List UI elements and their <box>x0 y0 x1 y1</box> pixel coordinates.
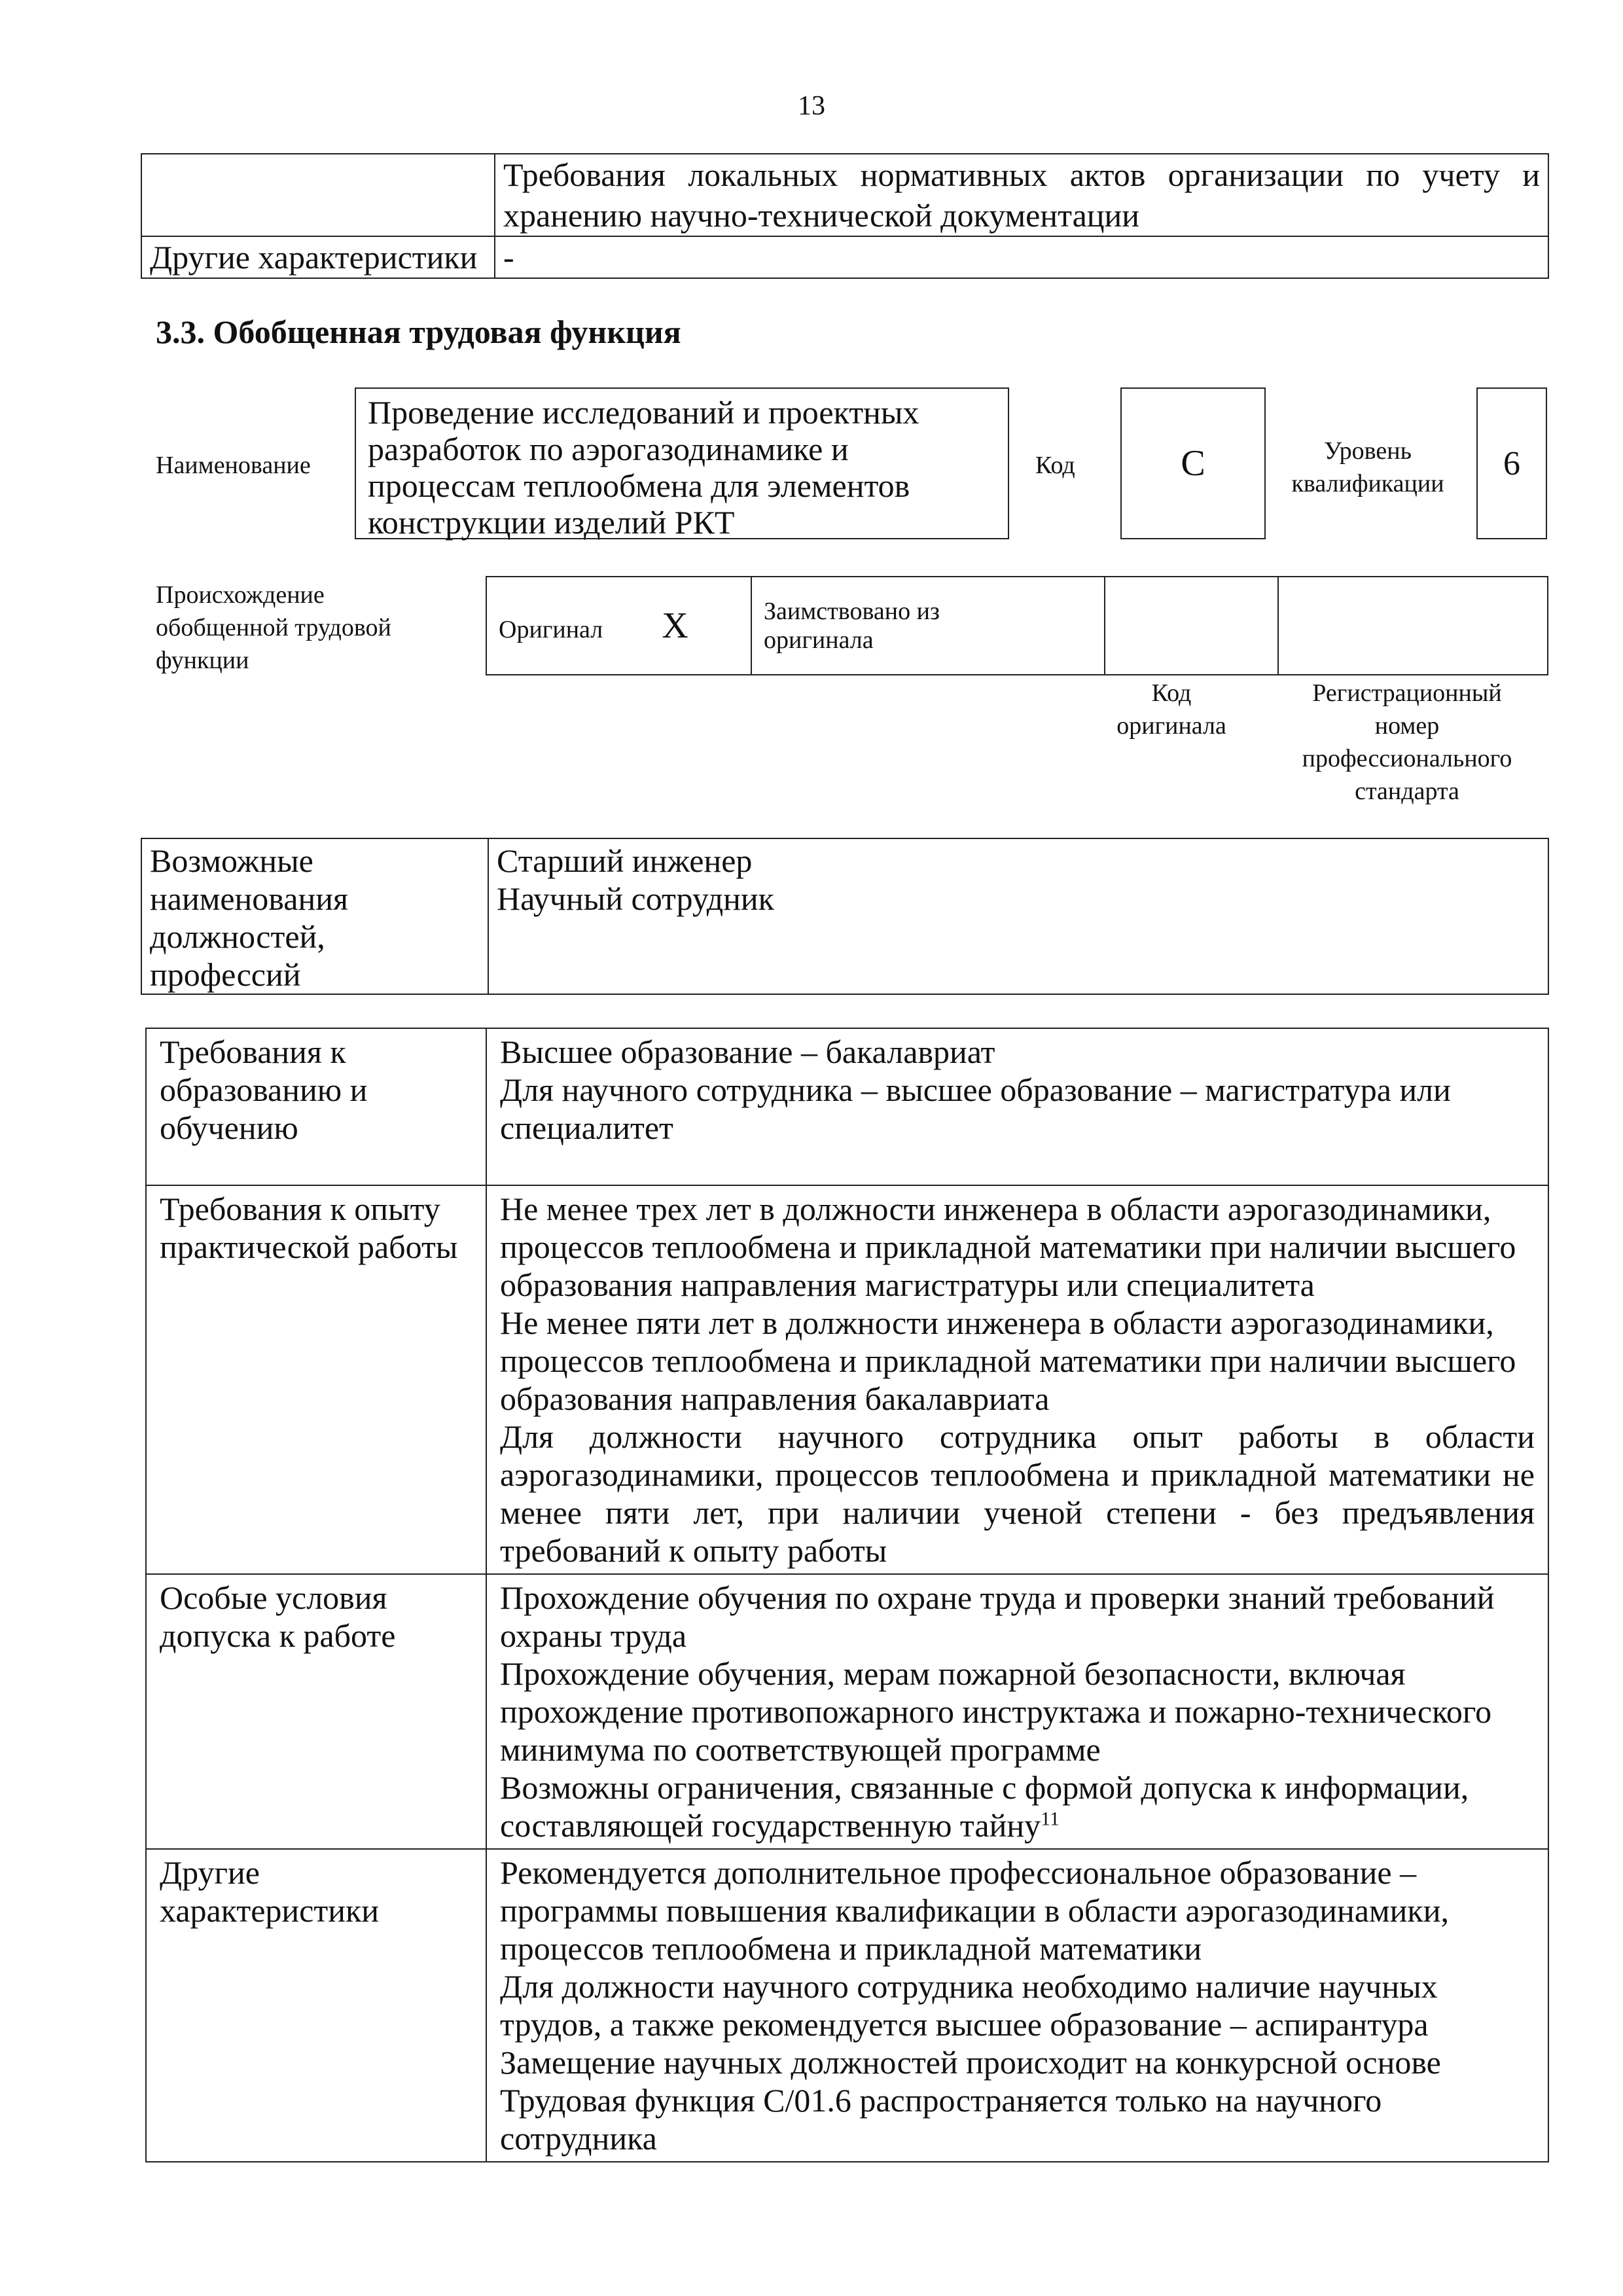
text-line: профессионального <box>1302 745 1512 772</box>
text-line: допуска к работе <box>160 1617 396 1654</box>
table-row <box>486 577 1548 675</box>
text-line: Проведение исследований и проектных <box>368 394 919 431</box>
text-line: хранению научно-технической документации <box>503 197 1140 234</box>
text-line: Не менее трех лет в должности инженера в области аэрогазодинамики, <box>500 1191 1491 1227</box>
table-row <box>141 236 1548 278</box>
table-row <box>141 838 1548 994</box>
text-line: образования направления бакалавриата <box>500 1380 1050 1417</box>
text-line: процессов теплообмена и прикладной математики <box>500 1930 1202 1967</box>
text-line: требований к опыту работы <box>500 1532 887 1569</box>
text-line: трудов, а также рекомендуется высшее образование – аспирантура <box>500 2006 1429 2043</box>
table-row <box>146 1849 1548 2162</box>
original-code-caption <box>1086 677 1257 742</box>
text-line: Требования к <box>160 1033 346 1070</box>
education-value <box>486 1028 1548 1185</box>
other-characteristics-label <box>146 1849 486 2162</box>
text-line: образованию и <box>160 1071 368 1108</box>
text-line: сотрудника <box>500 2120 657 2157</box>
qualification-level-label <box>1276 435 1459 500</box>
text-line: Особые условия <box>160 1579 387 1616</box>
original-mark: X <box>662 605 688 646</box>
original-cell <box>486 577 751 675</box>
text-line: менее пяти лет, при наличии ученой степени - без предъявления <box>500 1494 1535 1531</box>
text-line: Происхождение <box>156 581 325 609</box>
original-code-cell <box>1105 577 1278 675</box>
text-line: разработок по аэрогазодинамике и <box>368 431 849 467</box>
name-label: Наименование <box>156 452 311 479</box>
registration-number-cell <box>1278 577 1548 675</box>
text-line: профессий <box>150 956 301 993</box>
table-row <box>146 1185 1548 1574</box>
continuation-table <box>141 153 1549 279</box>
original-label: Оригинал <box>499 616 603 643</box>
text-line: Замещение научных должностей происходит на конкурсной основе <box>500 2044 1441 2081</box>
text-line: Регистрационный <box>1312 679 1502 707</box>
text-line: стандарта <box>1355 778 1459 805</box>
experience-label <box>146 1185 486 1574</box>
function-name-box <box>355 387 1009 539</box>
text-line: Возможные <box>150 842 313 879</box>
table-row <box>146 1028 1548 1185</box>
other-characteristics-value: - <box>495 236 1548 278</box>
text-line: процессов теплообмена и прикладной математики при наличии высшего <box>500 1229 1516 1265</box>
text-line: Возможны ограничения, связанные с формой допуска к информации, <box>500 1769 1469 1806</box>
origin-label <box>156 579 444 677</box>
qualification-level-value: 6 <box>1476 387 1547 539</box>
text-line: Уровень <box>1324 437 1412 465</box>
text-line: конструкции изделий РКТ <box>368 504 735 541</box>
text-line: программы повышения квалификации в области аэрогазодинамики, <box>500 1892 1449 1929</box>
text-line: Старший инженер <box>497 842 753 879</box>
table-row <box>141 154 1548 236</box>
text-line: должностей, <box>150 918 325 955</box>
text-line: Для должности научного сотрудника опыт работы в области <box>500 1418 1535 1455</box>
text-line: практической работы <box>160 1229 458 1265</box>
education-label <box>146 1028 486 1185</box>
text-line: номер <box>1374 712 1440 740</box>
registration-number-caption <box>1266 677 1548 808</box>
text-line: Требования локальных нормативных актов организации по учету и <box>503 156 1540 193</box>
text-line: прохождение противопожарного инструктажа и пожарно-технического <box>500 1693 1492 1730</box>
special-conditions-label <box>146 1574 486 1849</box>
origin-table <box>486 576 1548 675</box>
text-line: Научный сотрудник <box>497 880 774 917</box>
text-line: Трудовая функция С/01.6 распространяется только на научного <box>500 2082 1382 2119</box>
text-line: функции <box>156 647 249 674</box>
table-row <box>146 1574 1548 1849</box>
section-title: 3.3. Обобщенная трудовая функция <box>156 314 681 350</box>
text-line: Заимствовано из <box>764 598 940 625</box>
text-line: Другие <box>160 1854 260 1891</box>
text-line: обучению <box>160 1109 298 1146</box>
text-line: Прохождение обучения по охране труда и проверки знаний требований <box>500 1579 1495 1616</box>
text-line: обобщенной трудовой <box>156 614 391 641</box>
text-line: характеристики <box>160 1892 380 1929</box>
text-line: минимума по соответствующей программе <box>500 1731 1101 1768</box>
footnote-marker[interactable]: 11 <box>1041 1808 1060 1830</box>
text-line: квалификации <box>1291 470 1444 497</box>
text-line <box>500 1806 1535 1844</box>
text-line: процессов теплообмена и прикладной математики при наличии высшего <box>500 1342 1516 1379</box>
text-line: охраны труда <box>500 1617 687 1654</box>
text-line: Высшее образование – бакалавриат <box>500 1033 995 1070</box>
code-value: С <box>1120 387 1266 539</box>
text-line: оригинала <box>1116 712 1226 740</box>
text-line: образования направления магистратуры или специалитета <box>500 1266 1315 1303</box>
text-line: наименования <box>150 880 348 917</box>
text-line: составляющей государственную тайну <box>500 1807 1041 1844</box>
positions-value <box>488 838 1548 994</box>
text-line: Для научного сотрудника – высшее образование – магистратура или <box>500 1071 1451 1108</box>
text-line: процессам теплообмена для элементов <box>368 467 910 504</box>
code-label: Код <box>1035 452 1075 479</box>
positions-label <box>141 838 488 994</box>
page-number: 13 <box>798 91 825 121</box>
text-line: аэрогазодинамики, процессов теплообмена и прикладной математики не <box>500 1456 1535 1493</box>
text-line: Для должности научного сотрудника необходимо наличие научных <box>500 1968 1438 2005</box>
text-line: оригинала <box>764 626 874 654</box>
positions-table <box>141 838 1549 995</box>
experience-value <box>486 1185 1548 1574</box>
text-line: специалитет <box>500 1109 673 1146</box>
text-line: Требования к опыту <box>160 1191 440 1227</box>
requirements-table <box>145 1028 1549 2162</box>
text-line: Не менее пяти лет в должности инженера в области аэрогазодинамики, <box>500 1304 1494 1341</box>
special-conditions-value <box>486 1574 1548 1849</box>
text-line: Код <box>1151 679 1192 707</box>
doc-requirements-cell <box>495 154 1548 236</box>
other-characteristics-value <box>486 1849 1548 2162</box>
text-line: Рекомендуется дополнительное профессиональное образование – <box>500 1854 1417 1891</box>
other-characteristics-label: Другие характеристики <box>141 236 495 278</box>
borrowed-cell <box>751 577 1105 675</box>
text-line: Прохождение обучения, мерам пожарной безопасности, включая <box>500 1655 1406 1692</box>
